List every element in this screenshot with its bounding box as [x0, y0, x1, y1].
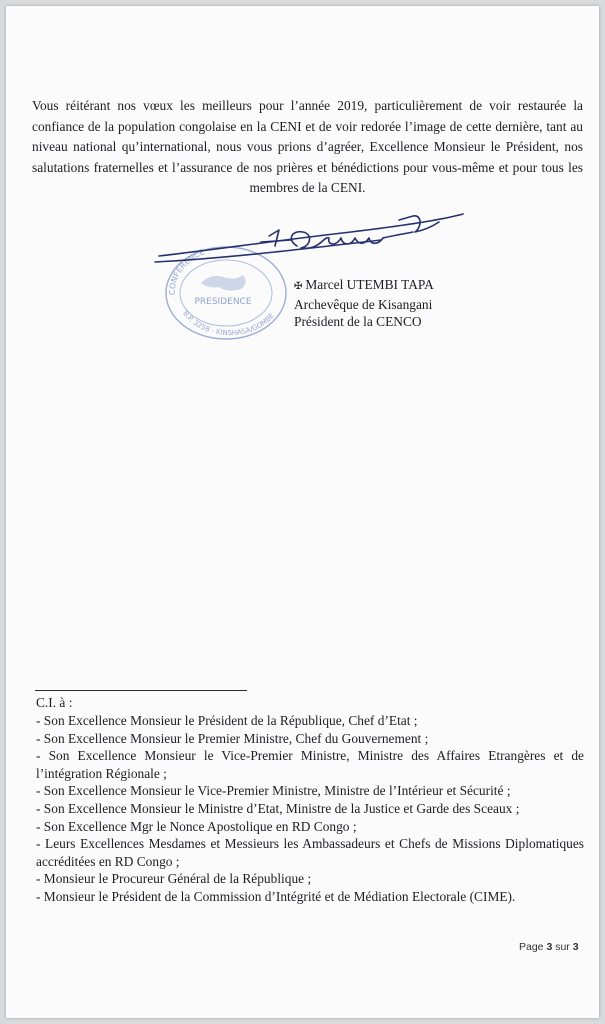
list-item: - Son Excellence Mgr le Nonce Apostolique en RD Congo ;	[36, 818, 357, 834]
handwritten-signature	[151, 196, 471, 276]
page-word: Page	[519, 941, 544, 953]
signer-title-1: Archevêque de Kisangani	[294, 296, 433, 312]
footnote-divider	[35, 690, 247, 691]
list-item: - Son Excellence Monsieur le Premier Ministre, Chef du Gouvernement ;	[36, 730, 429, 746]
list-item: - Leurs Excellences Mesdames et Messieurs les Ambassadeurs et Chefs de Missions Diplomatiques accréditées en RD Congo ;	[36, 836, 584, 869]
of-word: sur	[555, 941, 570, 953]
list-item: - Son Excellence Monsieur le Président de la République, Chef d’Etat ;	[36, 713, 418, 728]
list-item: - Monsieur le Président de la Commission d’Intégrité et de Médiation Electorale (CIME).	[36, 888, 516, 904]
stamp-top-text: CONFERENCE	[167, 247, 206, 296]
ci-title: C.I. à :	[36, 695, 73, 710]
signer-name-line	[294, 276, 434, 296]
stamp-center-text: PRESIDENCE	[194, 297, 252, 307]
closing-paragraph: Vous réitérant nos vœux les meilleurs pour l’année 2019, particulièrement de voir restaurée la confiance de la population congolaise en la CENI et de voir redorée l’image de cette dernière, tant au niveau national qu’international, nous vous prions d’agréer, Excellence Monsieur le Président, nos salutations fraternelles et l’assurance de nos prières et bénédictions pour vous-même et pour tous les membres de la CENI.	[32, 98, 583, 196]
list-item: - Son Excellence Monsieur le Vice-Premier Ministre, Ministre des Affaires Etrangères et de l’intégration Régionale ;	[36, 748, 584, 781]
list-item: - Son Excellence Monsieur le Ministre d’Etat, Ministre de la Justice et Garde des Sceaux ;	[36, 800, 520, 816]
signer-title-2: Président de la CENCO	[294, 314, 422, 329]
list-item: - Monsieur le Procureur Général de la République ;	[36, 871, 312, 887]
list-item: - Son Excellence Monsieur le Vice-Premier Ministre, Ministre de l’Intérieur et Sécurité ;	[36, 783, 511, 799]
signer-name: Marcel UTEMBI TAPA	[305, 277, 434, 292]
document-page	[6, 6, 599, 1018]
ci-list	[36, 712, 584, 906]
total-pages: 3	[572, 941, 579, 953]
stamp-bottom-text: B.P. 3258 - KINSHASA/GOMBE	[181, 309, 276, 338]
page-number	[519, 941, 579, 953]
current-page: 3	[546, 941, 553, 953]
cross-icon: ✠	[294, 281, 303, 292]
signer-block	[294, 276, 434, 331]
